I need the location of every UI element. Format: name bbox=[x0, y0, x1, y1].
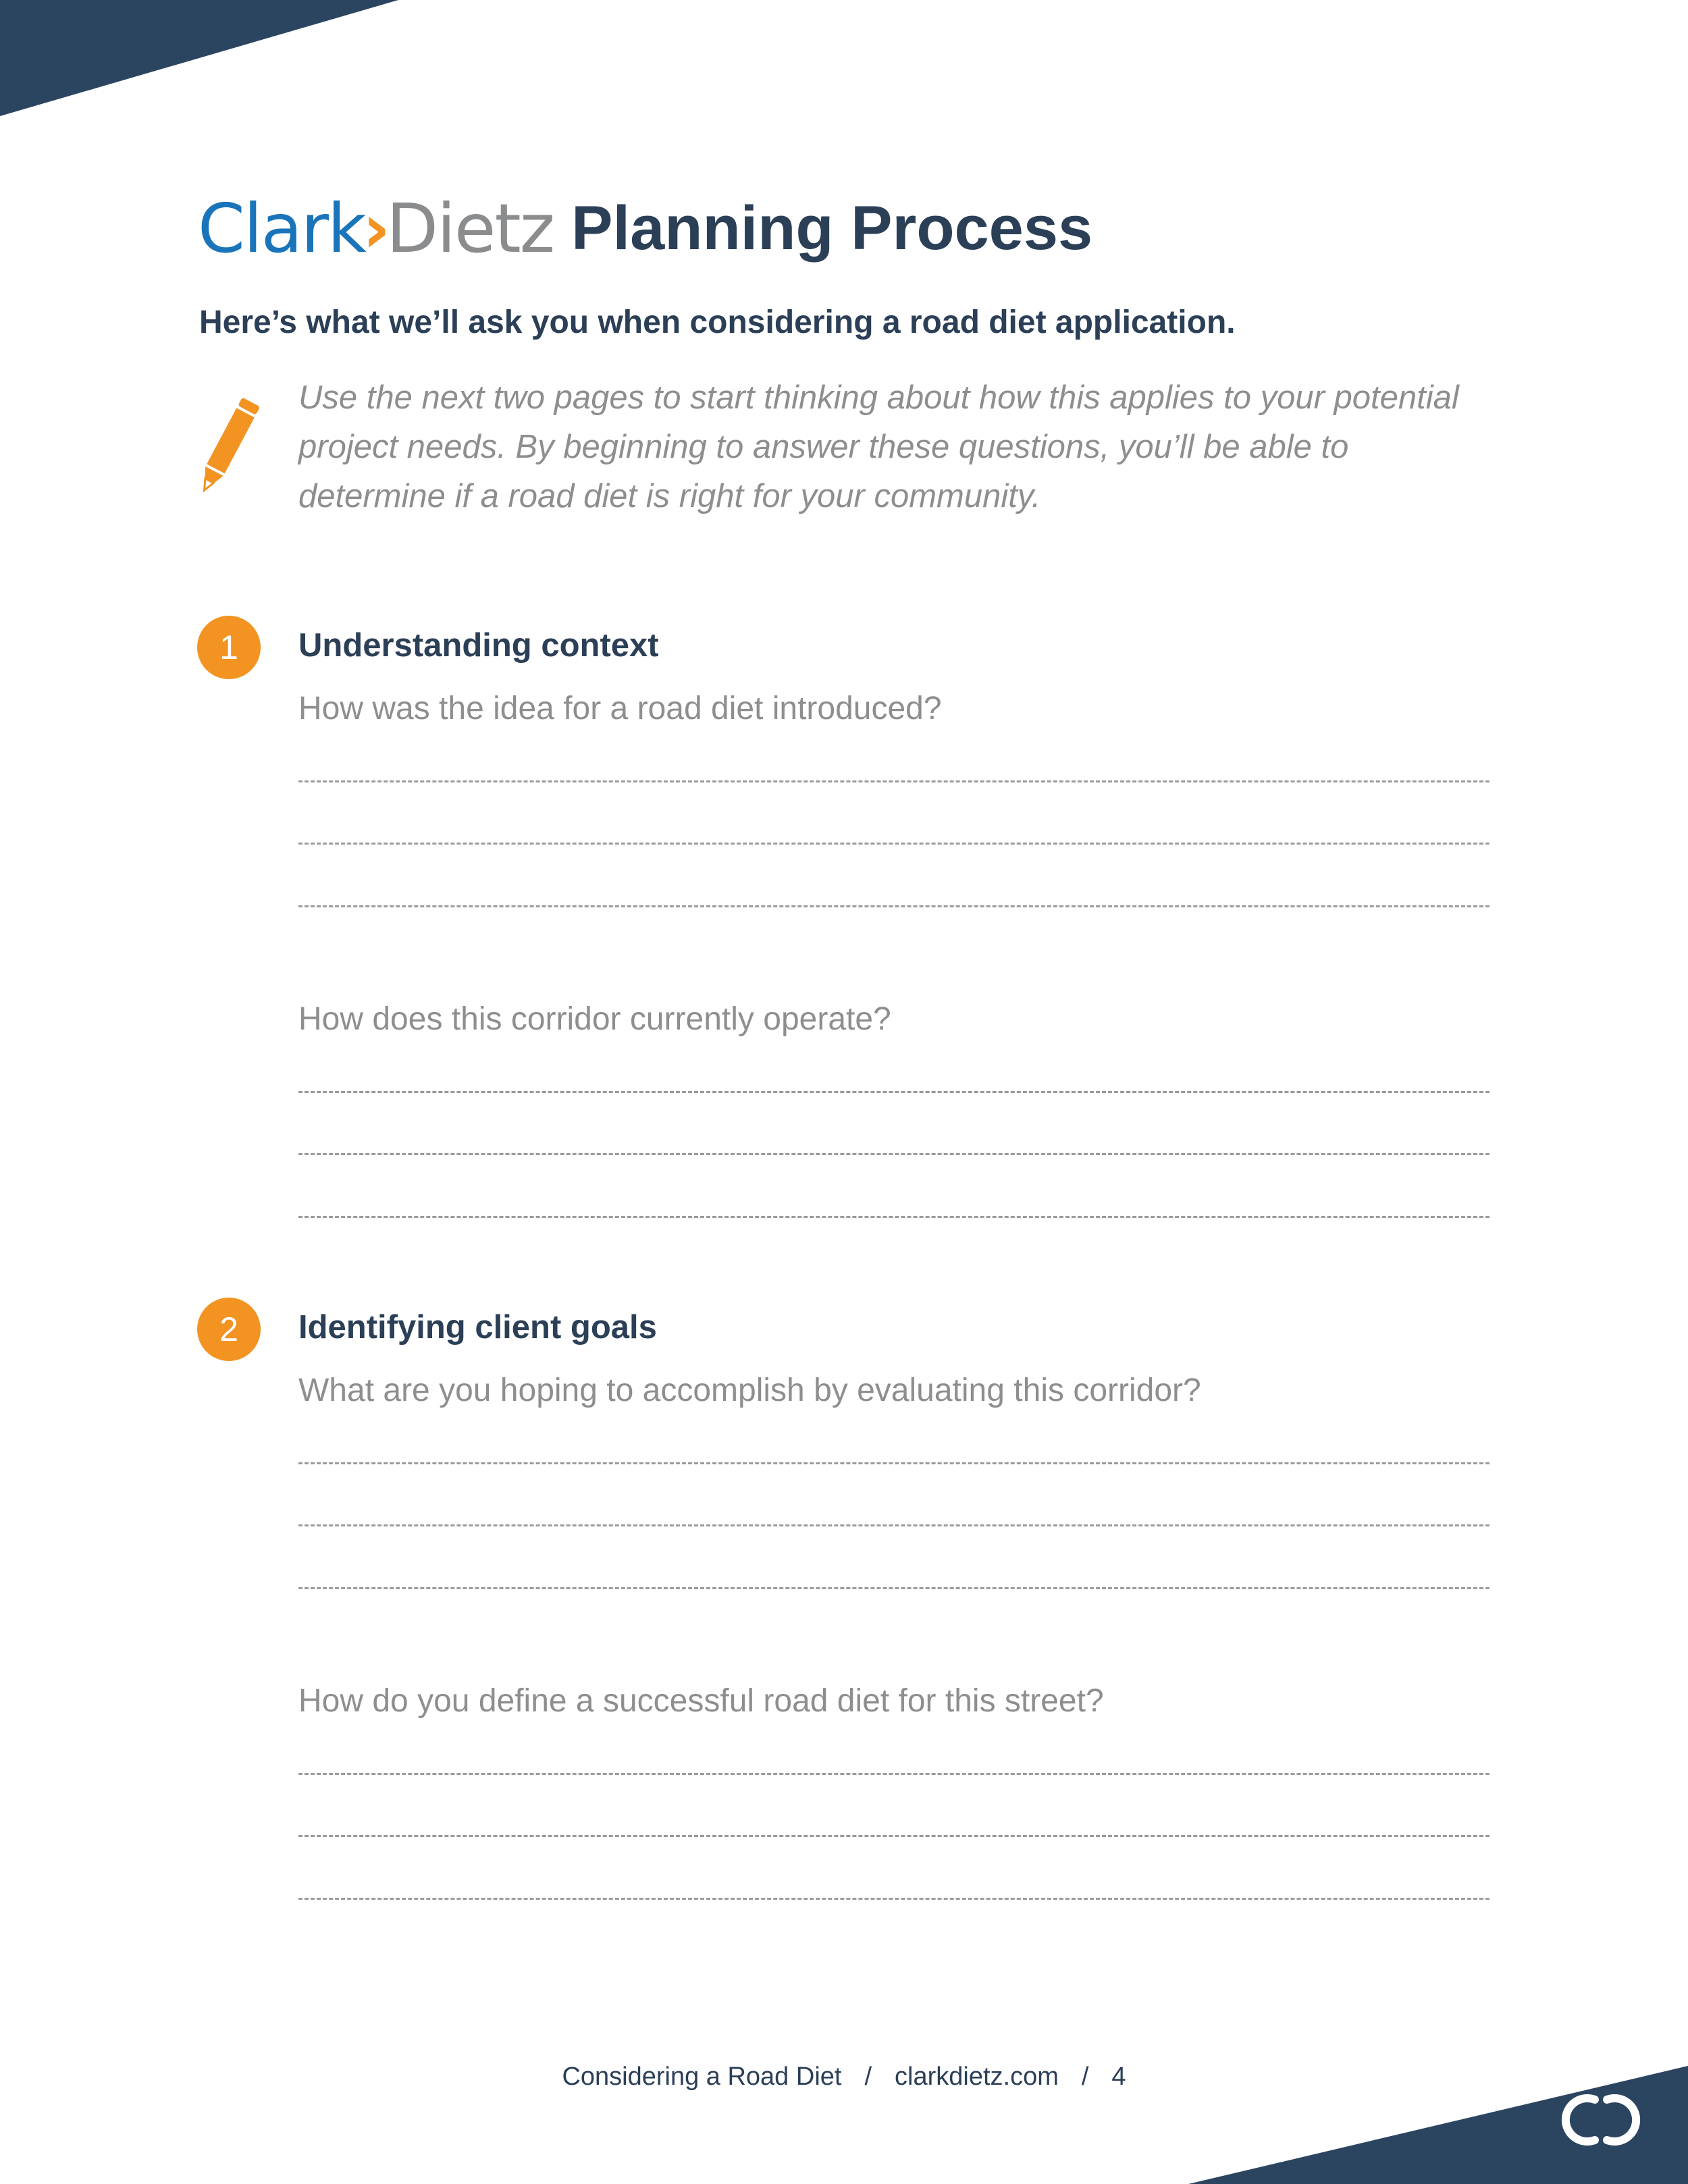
pencil-icon bbox=[192, 392, 267, 500]
section-heading: Understanding context bbox=[298, 627, 659, 664]
answer-line[interactable] bbox=[298, 1462, 1489, 1464]
page-title: Planning Process bbox=[571, 193, 1093, 263]
section-number-badge: 2 bbox=[197, 1298, 261, 1361]
answer-line[interactable] bbox=[298, 905, 1489, 907]
page-number: 4 bbox=[1111, 2062, 1126, 2091]
answer-line[interactable] bbox=[298, 1835, 1489, 1837]
clarkdietz-emblem-icon bbox=[1553, 2086, 1654, 2154]
logo-chevron: › bbox=[362, 188, 390, 268]
question-text: How do you define a successful road diet for this street? bbox=[298, 1683, 1104, 1719]
answer-line[interactable] bbox=[298, 1898, 1489, 1900]
page-subtitle: Here’s what we’ll ask you when considering a road diet application. bbox=[199, 304, 1236, 340]
footer-separator: / bbox=[864, 2062, 872, 2091]
answer-line[interactable] bbox=[298, 843, 1489, 845]
footer bbox=[0, 2062, 1688, 2092]
answer-line[interactable] bbox=[298, 1587, 1489, 1589]
question-text: What are you hoping to accomplish by evaluating this corridor? bbox=[298, 1373, 1201, 1408]
answer-line[interactable] bbox=[298, 1091, 1489, 1093]
question-text: How does this corridor currently operate? bbox=[298, 1001, 891, 1037]
top-left-corner-band bbox=[0, 0, 405, 122]
section-heading: Identifying client goals bbox=[298, 1309, 657, 1346]
answer-line[interactable] bbox=[298, 780, 1489, 782]
header bbox=[198, 181, 1092, 275]
answer-line[interactable] bbox=[298, 1773, 1489, 1775]
clarkdietz-logo bbox=[198, 189, 554, 268]
logo-clark-text: Clark bbox=[198, 188, 365, 268]
answer-line[interactable] bbox=[298, 1216, 1489, 1218]
logo-dietz-text: Dietz bbox=[386, 188, 554, 268]
section-number-badge: 1 bbox=[197, 616, 261, 679]
intro-paragraph: Use the next two pages to start thinking about how this applies to your potential project needs. By beginning to answer these questions, you’ll be able to determine if a road diet is right for your community. bbox=[298, 379, 1459, 514]
answer-line[interactable] bbox=[298, 1153, 1489, 1155]
footer-doc-title: Considering a Road Diet bbox=[562, 2062, 842, 2091]
answer-line[interactable] bbox=[298, 1524, 1489, 1526]
footer-website-link[interactable]: clarkdietz.com bbox=[895, 2062, 1059, 2091]
question-text: How was the idea for a road diet introduced? bbox=[298, 691, 942, 726]
footer-separator: / bbox=[1081, 2062, 1089, 2091]
